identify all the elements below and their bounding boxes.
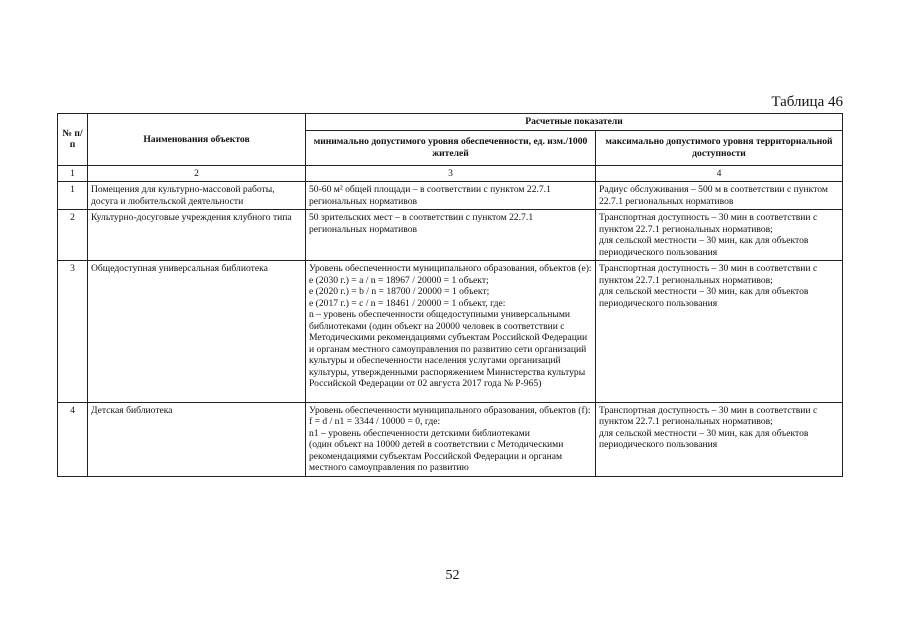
header-row-1 <box>58 114 843 131</box>
row-name: Культурно-досуговые учреждения клубного типа <box>88 210 306 261</box>
row-name: Помещения для культурно-массовой работы, досуга и любительской деятельности <box>88 182 306 210</box>
header-name: Наименования объектов <box>88 114 306 166</box>
cell-line: (один объект на 10000 детей в соответствии с Методическими рекомендациями субъектам Российской Федерации и органам местного самоуправления по развитию <box>309 439 564 473</box>
col-number: 4 <box>596 165 843 182</box>
cell-line: f = d / n1 = 3344 / 10000 = 0, где: <box>309 416 441 427</box>
row-name: Общедоступная универсальная библиотека <box>88 261 306 403</box>
cell-line: для сельской местности – 30 мин, как для объектов периодического пользования <box>599 235 809 258</box>
cell-line: Транспортная доступность – 30 мин в соответствии с пунктом 22.7.1 региональных нормативов; <box>599 404 818 427</box>
cell-line: Радиус обслуживания – 500 м в соответствии с пунктом 22.7.1 региональных нормативов <box>599 184 828 207</box>
cell-line: для сельской местности – 30 мин, как для объектов периодического пользования <box>599 286 809 309</box>
row-min <box>306 210 596 261</box>
cell-spacer <box>309 390 592 400</box>
row-min <box>306 182 596 210</box>
row-num: 3 <box>58 261 88 403</box>
cell-line: Транспортная доступность – 30 мин в соответствии с пунктом 22.7.1 региональных нормативов; <box>599 263 818 286</box>
row-num: 1 <box>58 182 88 210</box>
row-max <box>596 261 843 403</box>
cell-line: n – уровень обеспеченности общедоступными универсальными библиотеками (один объект на 20000 человек в соответствии с Методическими рекомендациями субъектам Российской Федерации и органам местного самоуправления по развитию сети организаций культуры и обеспеченности населения услугами организаций культуры, утвержденными распоряжением Министерства культуры Российской Федерации от 02 августа 2017 года № Р-965) <box>309 309 588 389</box>
cell-line: Уровень обеспеченности муниципального образования, объектов (f): <box>309 404 591 416</box>
header-min: минимально допустимого уровня обеспеченности, ед. изм./1000 жителей <box>306 130 596 165</box>
header-num: № п/п <box>58 114 88 166</box>
col-number: 1 <box>58 165 88 182</box>
header-max: максимально допустимого уровня территориальной доступности <box>596 130 843 165</box>
row-max <box>596 182 843 210</box>
cell-line: e (2030 г.) = a / n = 18967 / 20000 = 1 объект; <box>309 274 489 286</box>
cell-line: Транспортная доступность – 30 мин в соответствии с пунктом 22.7.1 региональных нормативов; <box>599 212 818 235</box>
cell-line: n1 – уровень обеспеченности детскими библиотеками <box>309 427 530 439</box>
cell-line: для сельской местности – 30 мин, как для объектов периодического пользования <box>599 427 809 450</box>
row-min <box>306 402 596 476</box>
table-caption: Таблица 46 <box>771 94 843 110</box>
table-row <box>58 182 843 210</box>
cell-line: e (2017 г.) = c / n = 18461 / 20000 = 1 объект, где: <box>309 297 506 309</box>
column-number-row <box>58 165 843 182</box>
row-name: Детская библиотека <box>88 402 306 476</box>
cell-line: 50-60 м² общей площади – в соответствии с пунктом 22.7.1 региональных нормативов <box>309 184 551 207</box>
cell-line: Уровень обеспеченности муниципального образования, объектов (e): <box>309 263 592 274</box>
cell-line: e (2020 г.) = b / n = 18700 / 20000 = 1 объект; <box>309 286 490 297</box>
row-num: 2 <box>58 210 88 261</box>
page-number: 52 <box>445 568 460 583</box>
row-min <box>306 261 596 403</box>
row-num: 4 <box>58 402 88 476</box>
row-max <box>596 402 843 476</box>
table-row <box>58 261 843 403</box>
col-number: 2 <box>88 165 306 182</box>
table-row <box>58 402 843 476</box>
table-row <box>58 210 843 261</box>
row-max <box>596 210 843 261</box>
header-group: Расчетные показатели <box>306 114 843 131</box>
cell-line: 50 зрительских мест – в соответствии с пунктом 22.7.1 региональных нормативов <box>309 212 534 235</box>
col-number: 3 <box>306 165 596 182</box>
norms-table <box>57 113 843 477</box>
